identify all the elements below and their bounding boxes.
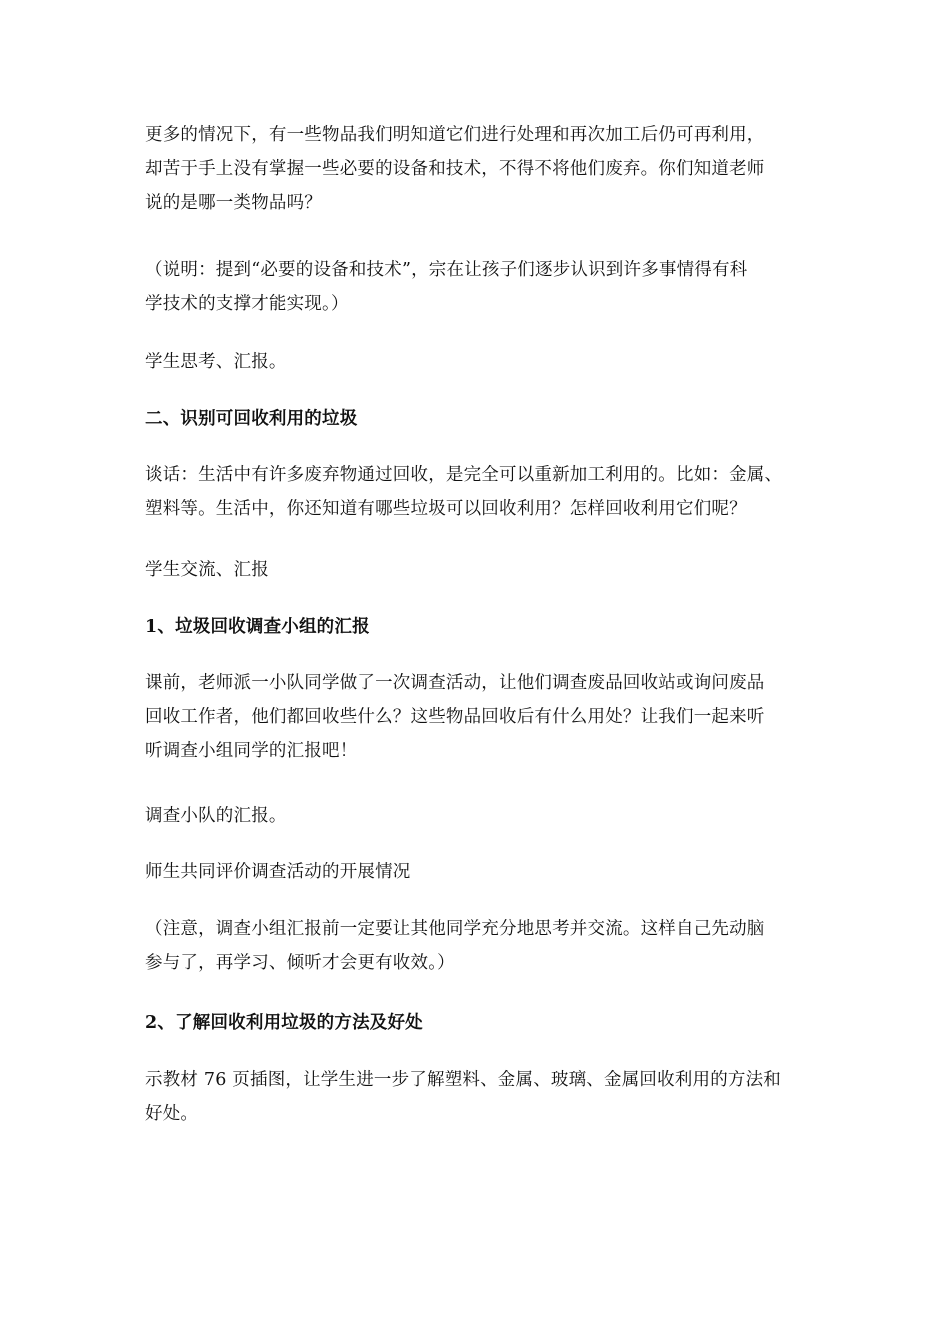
- heading-text: 二、识别可回收利用的垃圾: [145, 409, 358, 429]
- paragraph-team-report: [145, 799, 813, 833]
- text-line: （说明：提到“必要的设备和技术”，宗在让孩子们逐步认识到许多事情得有科: [145, 260, 748, 280]
- text-line: 学生思考、汇报。: [145, 352, 287, 372]
- text-line: 谈话：生活中有许多废弃物通过回收，是完全可以重新加工利用的。比如：金属、: [145, 465, 783, 485]
- text-line: 塑料等。生活中，你还知道有哪些垃圾可以回收利用？怎样回收利用它们呢？: [145, 499, 747, 519]
- text-line: 学技术的支撑才能实现。）: [145, 294, 349, 314]
- paragraph-note-attention: [145, 912, 813, 980]
- text-line: 回收工作者，他们都回收些什么？这些物品回收后有什么用处？让我们一起来听: [145, 707, 765, 727]
- subheading-methods-benefits: [145, 1006, 813, 1040]
- paragraph-talk: [145, 458, 813, 526]
- text-line: 参与了，再学习、倾听才会更有收效。）: [145, 953, 455, 973]
- text-line: 示教材 76 页插图，让学生进一步了解塑料、金属、玻璃、金属回收利用的方法和: [145, 1070, 781, 1090]
- paragraph-textbook: [145, 1063, 813, 1131]
- paragraph-intro: [145, 118, 813, 220]
- text-line: 听调查小组同学的汇报吧！: [145, 741, 358, 761]
- text-line: 调查小队的汇报。: [145, 806, 287, 826]
- text-line: 学生交流、汇报: [145, 560, 269, 580]
- subheading-survey-report: [145, 610, 813, 644]
- text-line: 说的是哪一类物品吗？: [145, 193, 322, 213]
- paragraph-note-explanation: [145, 253, 813, 321]
- text-line: 更多的情况下，有一些物品我们明知道它们进行处理和再次加工后仍可再利用，: [145, 125, 765, 145]
- paragraph-before-class: [145, 666, 813, 768]
- text-line: （注意，调查小组汇报前一定要让其他同学充分地思考并交流。这样自己先动脑: [145, 919, 765, 939]
- text-line: 好处。: [145, 1104, 199, 1124]
- paragraph-student-exchange: [145, 553, 813, 587]
- text-line: 课前，老师派一小队同学做了一次调查活动，让他们调查废品回收站或询问废品: [145, 673, 765, 693]
- paragraph-student-think: [145, 345, 813, 379]
- section-heading-identify: [145, 402, 813, 436]
- paragraph-evaluate: [145, 855, 813, 889]
- text-line: 却苦于手上没有掌握一些必要的设备和技术，不得不将他们废弃。你们知道老师: [145, 159, 765, 179]
- heading-text: 1、垃圾回收调查小组的汇报: [145, 617, 370, 637]
- heading-text: 2、了解回收利用垃圾的方法及好处: [145, 1013, 423, 1033]
- text-line: 师生共同评价调查活动的开展情况: [145, 862, 411, 882]
